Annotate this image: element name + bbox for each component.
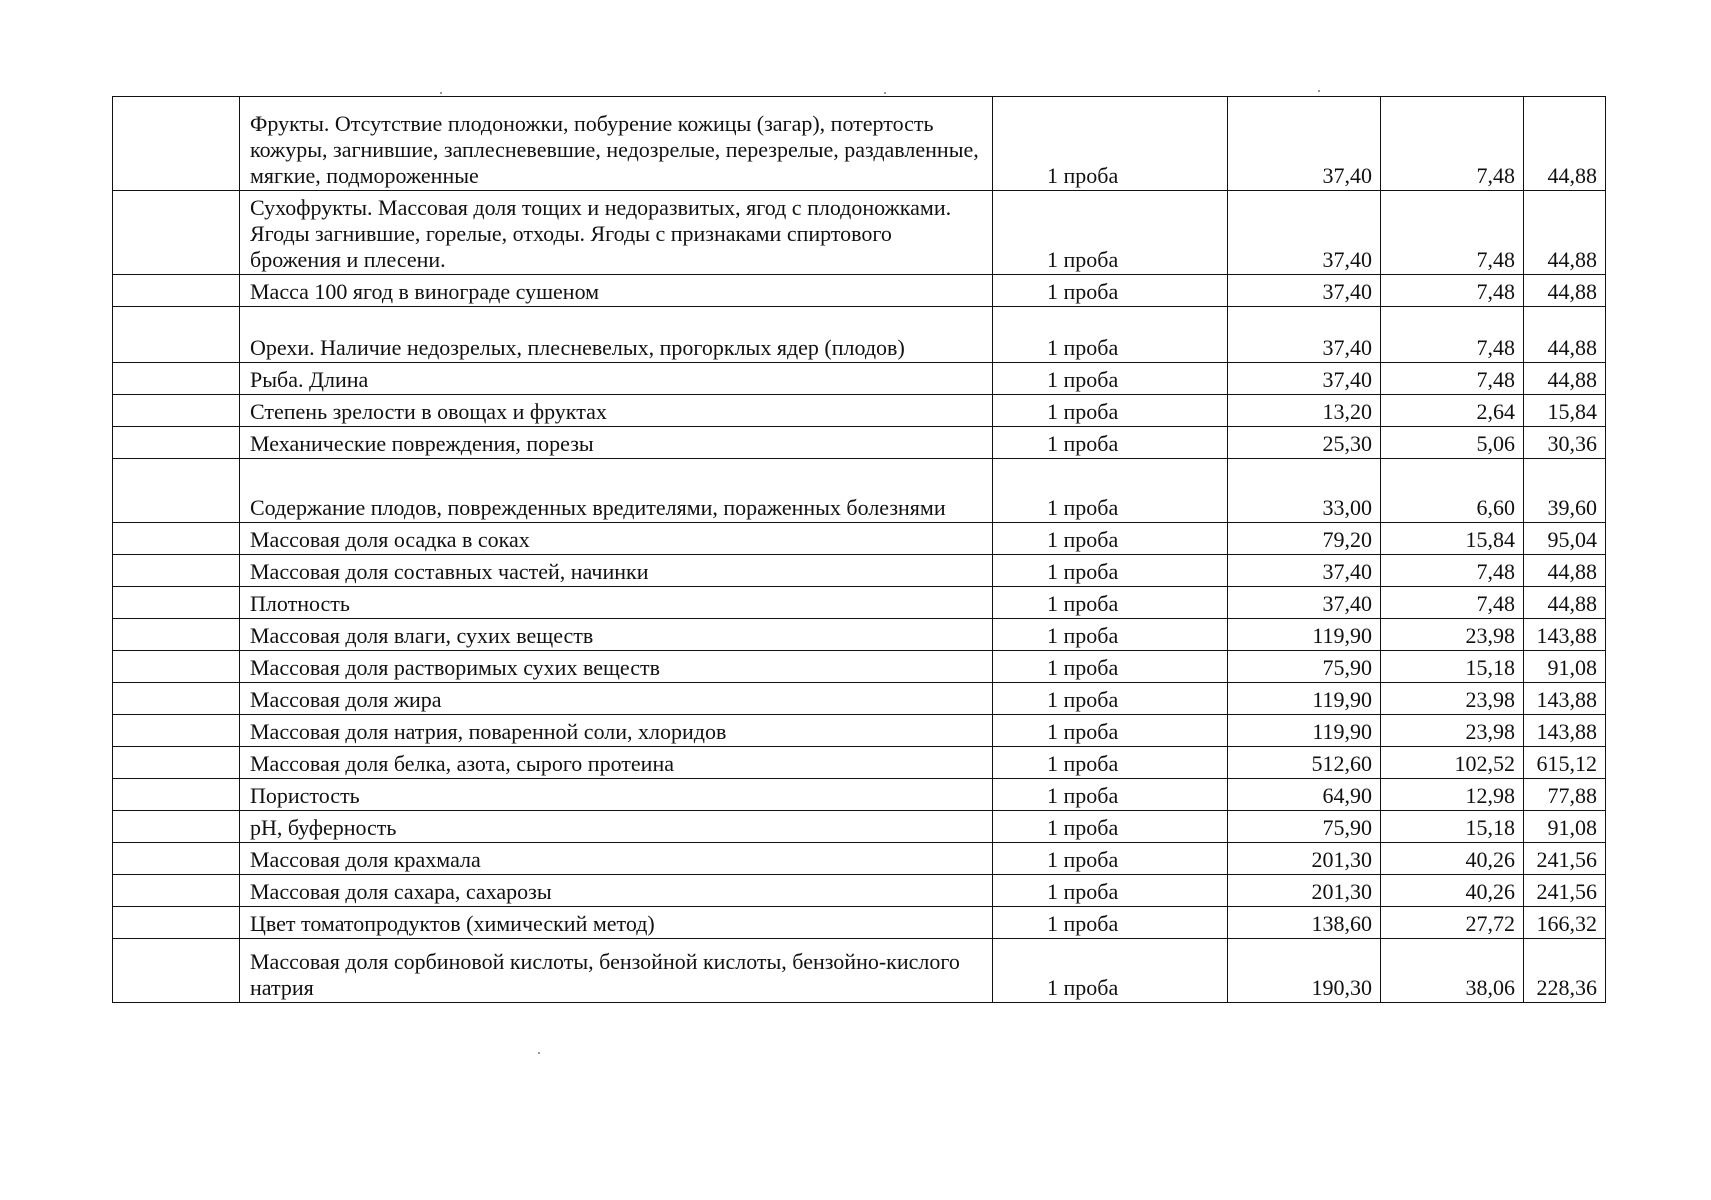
table-row bbox=[113, 191, 1606, 275]
row-number-cell bbox=[113, 555, 240, 587]
price-cell: 13,20 bbox=[1228, 395, 1381, 427]
table-row bbox=[113, 587, 1606, 619]
unit-cell: 1 проба bbox=[993, 875, 1228, 907]
test-name-cell: Массовая доля сорбиновой кислоты, бензойной кислоты, бензойно-кислого натрия bbox=[240, 939, 993, 1003]
test-name-cell: Содержание плодов, поврежденных вредителями, пораженных болезнями bbox=[240, 459, 993, 523]
price-cell: 190,30 bbox=[1228, 939, 1381, 1003]
price-cell: 79,20 bbox=[1228, 523, 1381, 555]
vat-cell: 15,18 bbox=[1381, 811, 1524, 843]
vat-cell: 27,72 bbox=[1381, 907, 1524, 939]
price-cell: 119,90 bbox=[1228, 715, 1381, 747]
test-name-cell: Рыба. Длина bbox=[240, 363, 993, 395]
price-cell: 37,40 bbox=[1228, 191, 1381, 275]
row-number-cell bbox=[113, 363, 240, 395]
unit-cell: 1 проба bbox=[993, 275, 1228, 307]
table-row bbox=[113, 363, 1606, 395]
total-cell: 143,88 bbox=[1524, 619, 1606, 651]
unit-cell: 1 проба bbox=[993, 651, 1228, 683]
table-row bbox=[113, 683, 1606, 715]
vat-cell: 40,26 bbox=[1381, 875, 1524, 907]
total-cell: 39,60 bbox=[1524, 459, 1606, 523]
row-number-cell bbox=[113, 307, 240, 363]
price-cell: 64,90 bbox=[1228, 779, 1381, 811]
test-name-cell: Масса 100 ягод в винограде сушеном bbox=[240, 275, 993, 307]
vat-cell: 23,98 bbox=[1381, 683, 1524, 715]
price-table bbox=[112, 96, 1606, 1003]
total-cell: 77,88 bbox=[1524, 779, 1606, 811]
unit-cell: 1 проба bbox=[993, 843, 1228, 875]
row-number-cell bbox=[113, 523, 240, 555]
total-cell: 91,08 bbox=[1524, 651, 1606, 683]
total-cell: 44,88 bbox=[1524, 191, 1606, 275]
row-number-cell bbox=[113, 747, 240, 779]
test-name-cell: Массовая доля сахара, сахарозы bbox=[240, 875, 993, 907]
total-cell: 44,88 bbox=[1524, 275, 1606, 307]
test-name-cell: Массовая доля влаги, сухих веществ bbox=[240, 619, 993, 651]
total-cell: 241,56 bbox=[1524, 843, 1606, 875]
test-name-cell: Массовая доля натрия, поваренной соли, хлоридов bbox=[240, 715, 993, 747]
row-number-cell bbox=[113, 939, 240, 1003]
test-name-cell: Сухофрукты. Массовая доля тощих и недоразвитых, ягод с плодоножками. Ягоды загнившие, горелые, отходы. Ягоды с признаками спиртового брожения и плесени. bbox=[240, 191, 993, 275]
price-cell: 25,30 bbox=[1228, 427, 1381, 459]
total-cell: 44,88 bbox=[1524, 555, 1606, 587]
vat-cell: 40,26 bbox=[1381, 843, 1524, 875]
table-row bbox=[113, 97, 1606, 191]
table-row bbox=[113, 275, 1606, 307]
total-cell: 44,88 bbox=[1524, 587, 1606, 619]
table-row bbox=[113, 779, 1606, 811]
total-cell: 615,12 bbox=[1524, 747, 1606, 779]
table-row bbox=[113, 875, 1606, 907]
row-number-cell bbox=[113, 843, 240, 875]
table-row bbox=[113, 395, 1606, 427]
price-cell: 75,90 bbox=[1228, 651, 1381, 683]
price-cell: 119,90 bbox=[1228, 619, 1381, 651]
row-number-cell bbox=[113, 97, 240, 191]
vat-cell: 7,48 bbox=[1381, 275, 1524, 307]
price-cell: 33,00 bbox=[1228, 459, 1381, 523]
test-name-cell: Цвет томатопродуктов (химический метод) bbox=[240, 907, 993, 939]
row-number-cell bbox=[113, 395, 240, 427]
row-number-cell bbox=[113, 715, 240, 747]
vat-cell: 5,06 bbox=[1381, 427, 1524, 459]
total-cell: 44,88 bbox=[1524, 363, 1606, 395]
scan-speck bbox=[1318, 90, 1320, 92]
row-number-cell bbox=[113, 587, 240, 619]
total-cell: 228,36 bbox=[1524, 939, 1606, 1003]
row-number-cell bbox=[113, 191, 240, 275]
test-name-cell: Механические повреждения, порезы bbox=[240, 427, 993, 459]
price-cell: 37,40 bbox=[1228, 555, 1381, 587]
test-name-cell: Массовая доля растворимых сухих веществ bbox=[240, 651, 993, 683]
row-number-cell bbox=[113, 875, 240, 907]
price-cell: 37,40 bbox=[1228, 363, 1381, 395]
vat-cell: 38,06 bbox=[1381, 939, 1524, 1003]
test-name-cell: Массовая доля белка, азота, сырого протеина bbox=[240, 747, 993, 779]
scan-speck bbox=[538, 1052, 540, 1054]
unit-cell: 1 проба bbox=[993, 395, 1228, 427]
unit-cell: 1 проба bbox=[993, 555, 1228, 587]
table-row bbox=[113, 619, 1606, 651]
table-row bbox=[113, 907, 1606, 939]
vat-cell: 7,48 bbox=[1381, 555, 1524, 587]
unit-cell: 1 проба bbox=[993, 363, 1228, 395]
table-body bbox=[113, 97, 1606, 1003]
vat-cell: 7,48 bbox=[1381, 363, 1524, 395]
table-row bbox=[113, 651, 1606, 683]
test-name-cell: pH, буферность bbox=[240, 811, 993, 843]
scan-speck bbox=[884, 92, 886, 94]
test-name-cell: Фрукты. Отсутствие плодоножки, побурение кожицы (загар), потертость кожуры, загнившие, заплесневевшие, недозрелые, перезрелые, раздавленные, мягкие, подмороженные bbox=[240, 97, 993, 191]
test-name-cell: Массовая доля крахмала bbox=[240, 843, 993, 875]
table-row bbox=[113, 307, 1606, 363]
total-cell: 15,84 bbox=[1524, 395, 1606, 427]
row-number-cell bbox=[113, 651, 240, 683]
price-cell: 37,40 bbox=[1228, 275, 1381, 307]
unit-cell: 1 проба bbox=[993, 97, 1228, 191]
table-row bbox=[113, 747, 1606, 779]
vat-cell: 15,18 bbox=[1381, 651, 1524, 683]
price-cell: 138,60 bbox=[1228, 907, 1381, 939]
price-cell: 37,40 bbox=[1228, 587, 1381, 619]
total-cell: 166,32 bbox=[1524, 907, 1606, 939]
total-cell: 143,88 bbox=[1524, 683, 1606, 715]
table-row bbox=[113, 939, 1606, 1003]
unit-cell: 1 проба bbox=[993, 191, 1228, 275]
scan-speck bbox=[440, 92, 442, 94]
unit-cell: 1 проба bbox=[993, 619, 1228, 651]
table-row bbox=[113, 459, 1606, 523]
unit-cell: 1 проба bbox=[993, 523, 1228, 555]
price-cell: 512,60 bbox=[1228, 747, 1381, 779]
unit-cell: 1 проба bbox=[993, 459, 1228, 523]
test-name-cell: Массовая доля жира bbox=[240, 683, 993, 715]
vat-cell: 7,48 bbox=[1381, 97, 1524, 191]
table-row bbox=[113, 523, 1606, 555]
price-cell: 119,90 bbox=[1228, 683, 1381, 715]
total-cell: 44,88 bbox=[1524, 97, 1606, 191]
table-row bbox=[113, 843, 1606, 875]
total-cell: 95,04 bbox=[1524, 523, 1606, 555]
table-row bbox=[113, 555, 1606, 587]
vat-cell: 2,64 bbox=[1381, 395, 1524, 427]
table-row bbox=[113, 811, 1606, 843]
test-name-cell: Массовая доля составных частей, начинки bbox=[240, 555, 993, 587]
test-name-cell: Плотность bbox=[240, 587, 993, 619]
unit-cell: 1 проба bbox=[993, 811, 1228, 843]
vat-cell: 7,48 bbox=[1381, 191, 1524, 275]
unit-cell: 1 проба bbox=[993, 779, 1228, 811]
test-name-cell: Массовая доля осадка в соках bbox=[240, 523, 993, 555]
total-cell: 91,08 bbox=[1524, 811, 1606, 843]
vat-cell: 7,48 bbox=[1381, 307, 1524, 363]
row-number-cell bbox=[113, 619, 240, 651]
row-number-cell bbox=[113, 427, 240, 459]
row-number-cell bbox=[113, 811, 240, 843]
unit-cell: 1 проба bbox=[993, 683, 1228, 715]
vat-cell: 6,60 bbox=[1381, 459, 1524, 523]
total-cell: 30,36 bbox=[1524, 427, 1606, 459]
unit-cell: 1 проба bbox=[993, 427, 1228, 459]
test-name-cell: Пористость bbox=[240, 779, 993, 811]
total-cell: 241,56 bbox=[1524, 875, 1606, 907]
vat-cell: 7,48 bbox=[1381, 587, 1524, 619]
total-cell: 44,88 bbox=[1524, 307, 1606, 363]
price-cell: 75,90 bbox=[1228, 811, 1381, 843]
vat-cell: 23,98 bbox=[1381, 619, 1524, 651]
row-number-cell bbox=[113, 459, 240, 523]
price-cell: 201,30 bbox=[1228, 875, 1381, 907]
row-number-cell bbox=[113, 683, 240, 715]
row-number-cell bbox=[113, 907, 240, 939]
row-number-cell bbox=[113, 275, 240, 307]
vat-cell: 23,98 bbox=[1381, 715, 1524, 747]
price-cell: 37,40 bbox=[1228, 97, 1381, 191]
unit-cell: 1 проба bbox=[993, 715, 1228, 747]
price-cell: 201,30 bbox=[1228, 843, 1381, 875]
vat-cell: 15,84 bbox=[1381, 523, 1524, 555]
unit-cell: 1 проба bbox=[993, 939, 1228, 1003]
table-row bbox=[113, 715, 1606, 747]
test-name-cell: Орехи. Наличие недозрелых, плесневелых, прогорклых ядер (плодов) bbox=[240, 307, 993, 363]
total-cell: 143,88 bbox=[1524, 715, 1606, 747]
vat-cell: 12,98 bbox=[1381, 779, 1524, 811]
table-row bbox=[113, 427, 1606, 459]
unit-cell: 1 проба bbox=[993, 307, 1228, 363]
price-cell: 37,40 bbox=[1228, 307, 1381, 363]
unit-cell: 1 проба bbox=[993, 587, 1228, 619]
test-name-cell: Степень зрелости в овощах и фруктах bbox=[240, 395, 993, 427]
row-number-cell bbox=[113, 779, 240, 811]
vat-cell: 102,52 bbox=[1381, 747, 1524, 779]
unit-cell: 1 проба bbox=[993, 907, 1228, 939]
unit-cell: 1 проба bbox=[993, 747, 1228, 779]
